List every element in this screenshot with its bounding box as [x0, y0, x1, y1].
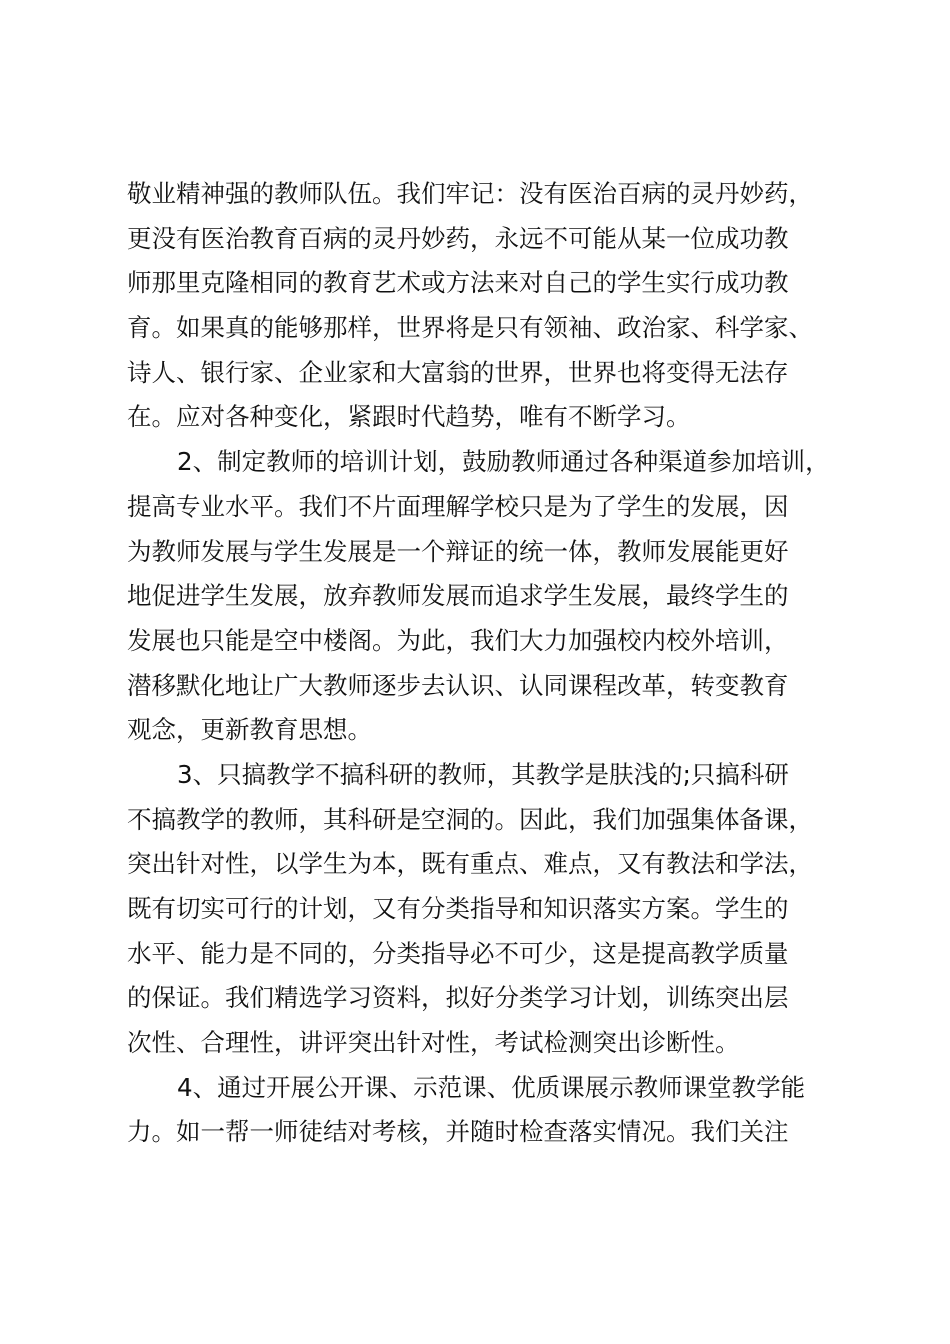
paragraph-3-line-4: 既有切实可行的计划，又有分类指导和知识落实方案。学生的 [127, 894, 789, 923]
paragraph-4-line-2: 力。如一帮一师徒结对考核，并随时检查落实情况。我们关注 [127, 1117, 789, 1147]
paragraph-2-line-4: 地促进学生发展，放弃教师发展而追求学生发展，最终学生的 [127, 581, 789, 611]
paragraph-1-line-6: 在。应对各种变化，紧跟时代趋势，唯有不断学习。 [127, 402, 691, 432]
paragraph-2-line-5: 发展也只能是空中楼阁。为此，我们大力加强校内校外培训， [127, 625, 789, 655]
paragraph-1-line-3: 师那里克隆相同的教育艺术或方法来对自己的学生实行成功教 [127, 268, 789, 298]
paragraph-1-line-4: 育。如果真的能够那样，世界将是只有领袖、政治家、科学家、 [127, 313, 813, 343]
paragraph-2-line-6: 潜移默化地让广大教师逐步去认识、认同课程改革，转变教育 [127, 670, 789, 700]
paragraph-2-line-7: 观念，更新教育思想。 [127, 715, 372, 745]
paragraph-2-line-1: 2、制定教师的培训计划，鼓励教师通过各种渠道参加培训， [177, 447, 830, 477]
paragraph-1-line-1: 敬业精神强的教师队伍。我们牢记：没有医治百病的灵丹妙药， [127, 179, 813, 208]
paragraph-3-line-1: 3、只搞教学不搞科研的教师，其教学是肤浅的;只搞科研 [177, 759, 789, 789]
paragraph-3-line-2: 不搞教学的教师，其科研是空洞的。因此，我们加强集体备课， [127, 804, 813, 834]
paragraph-3-line-6: 的保证。我们精选学习资料，拟好分类学习计划，训练突出层 [127, 983, 789, 1013]
paragraph-3-line-5: 水平、能力是不同的，分类指导必不可少，这是提高教学质量 [127, 938, 789, 968]
paragraph-1-line-5: 诗人、银行家、企业家和大富翁的世界，世界也将变得无法存 [127, 357, 789, 387]
paragraph-3-line-7: 次性、合理性，讲评突出针对性，考试检测突出诊断性。 [127, 1028, 740, 1058]
paragraph-3-line-3: 突出针对性，以学生为本，既有重点、难点，又有教法和学法， [127, 849, 813, 879]
paragraph-4-line-1: 4、通过开展公开课、示范课、优质课展示教师课堂教学能 [177, 1072, 806, 1102]
paragraph-2-line-3: 为教师发展与学生发展是一个辩证的统一体，教师发展能更好 [127, 536, 789, 566]
paragraph-1-line-2: 更没有医治教育百病的灵丹妙药，永远不可能从某一位成功教 [127, 223, 789, 253]
document-body [127, 172, 867, 1155]
paragraph-2-line-2: 提高专业水平。我们不片面理解学校只是为了学生的发展，因 [127, 491, 789, 521]
